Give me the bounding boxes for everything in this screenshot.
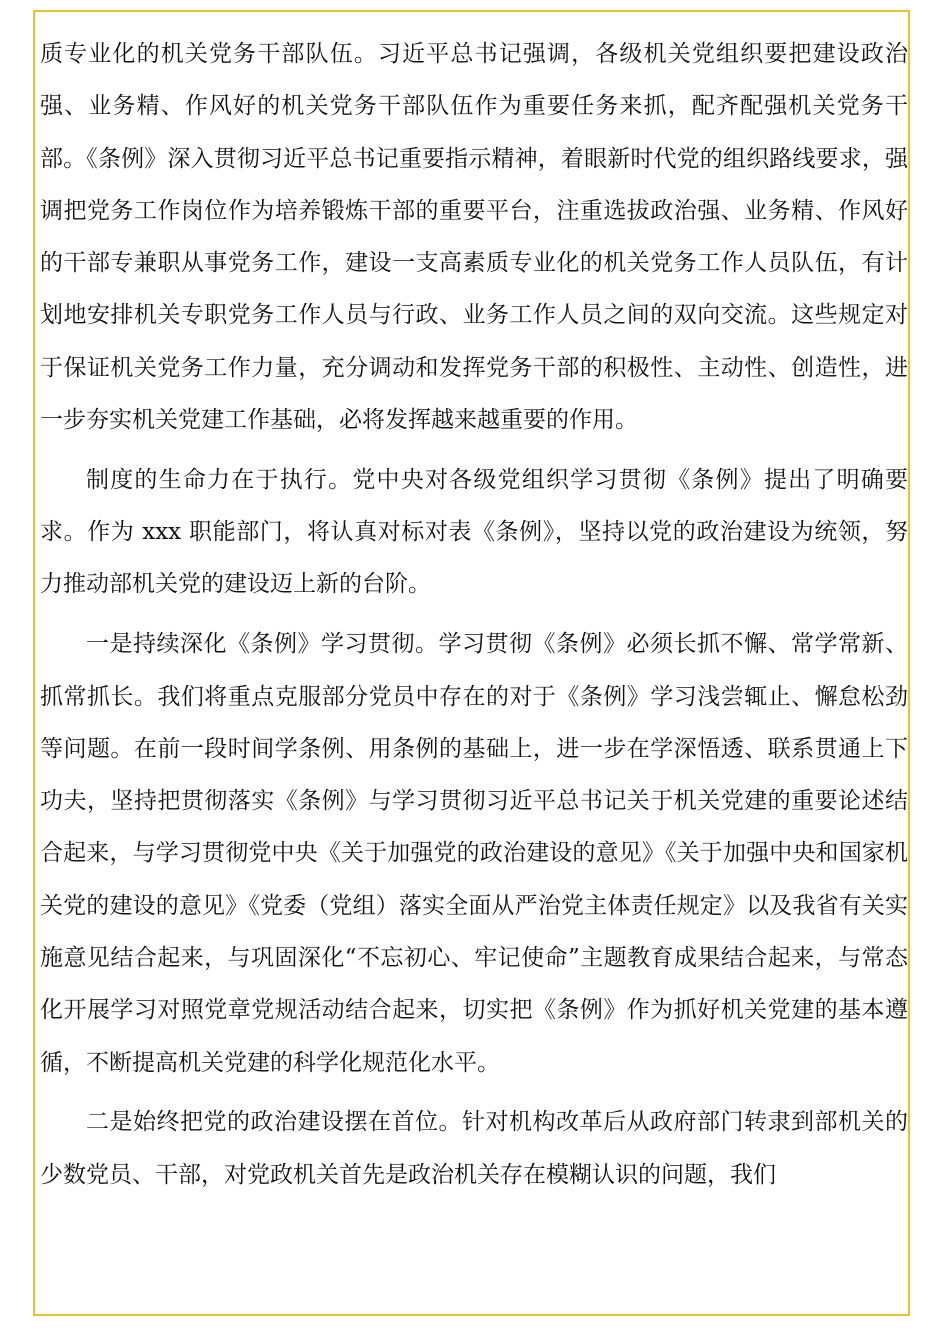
paragraph-4: 二是始终把党的政治建设摆在首位。针对机构改革后从政府部门转隶到部机关的少数党员、干部，对党政机关首先是政治机关存在模糊认识的问题，我们 — [40, 1109, 908, 1188]
document-body — [40, 28, 908, 1201]
paragraph-1-continued: 质专业化的机关党务干部队伍。习近平总书记强调，各级机关党组织要把建设政治强、业务精、作风好的机关党务干部队伍作为重要任务来抓，配齐配强机关党务干部。《条例》深入贯彻习近平总书记重要指示精神，着眼新时代党的组织路线要求，强调把党务工作岗位作为培养锻炼干部的重要平台，注重选拔政治强、业务精、作风好的干部专兼职从事党务工作，建设一支高素质专业化的机关党务工作人员队伍，有计划地安排机关专职党务工作人员与行政、业务工作人员之间的双向交流。这些规定对于保证机关党务工作力量，充分调动和发挥党务干部的积极性、主动性、创造性，进一步夯实机关党建工作基础，必将发挥越来越重要的作用。 — [40, 41, 908, 434]
paragraph-3: 一是持续深化《条例》学习贯彻。学习贯彻《条例》必须长抓不懈、常学常新、抓常抓长。我们将重点克服部分党员中存在的对于《条例》学习浅尝辄止、懈怠松劲等问题。在前一段时间学条例、用条例的基础上，进一步在学深悟透、联系贯通上下功夫，坚持把贯彻落实《条例》与学习贯彻习近平总书记关于机关党建的重要论述结合起来，与学习贯彻党中央《关于加强党的政治建设的意见》《关于加强中央和国家机关党的建设的意见》《党委（党组）落实全面从严治党主体责任规定》以及我省有关实施意见结合起来，与巩固深化“不忘初心、牢记使命”主题教育成果结合起来，与常态化开展学习对照党章党规活动结合起来，切实把《条例》作为抓好机关党建的基本遵循，不断提高机关党建的科学化规范化水平。 — [40, 631, 908, 1076]
paragraph-2: 制度的生命力在于执行。党中央对各级党组织学习贯彻《条例》提出了明确要求。作为 xxx 职能部门，将认真对标对表《条例》，坚持以党的政治建设为统领，努力推动部机关党的建设迈上新的台阶。 — [40, 466, 908, 598]
